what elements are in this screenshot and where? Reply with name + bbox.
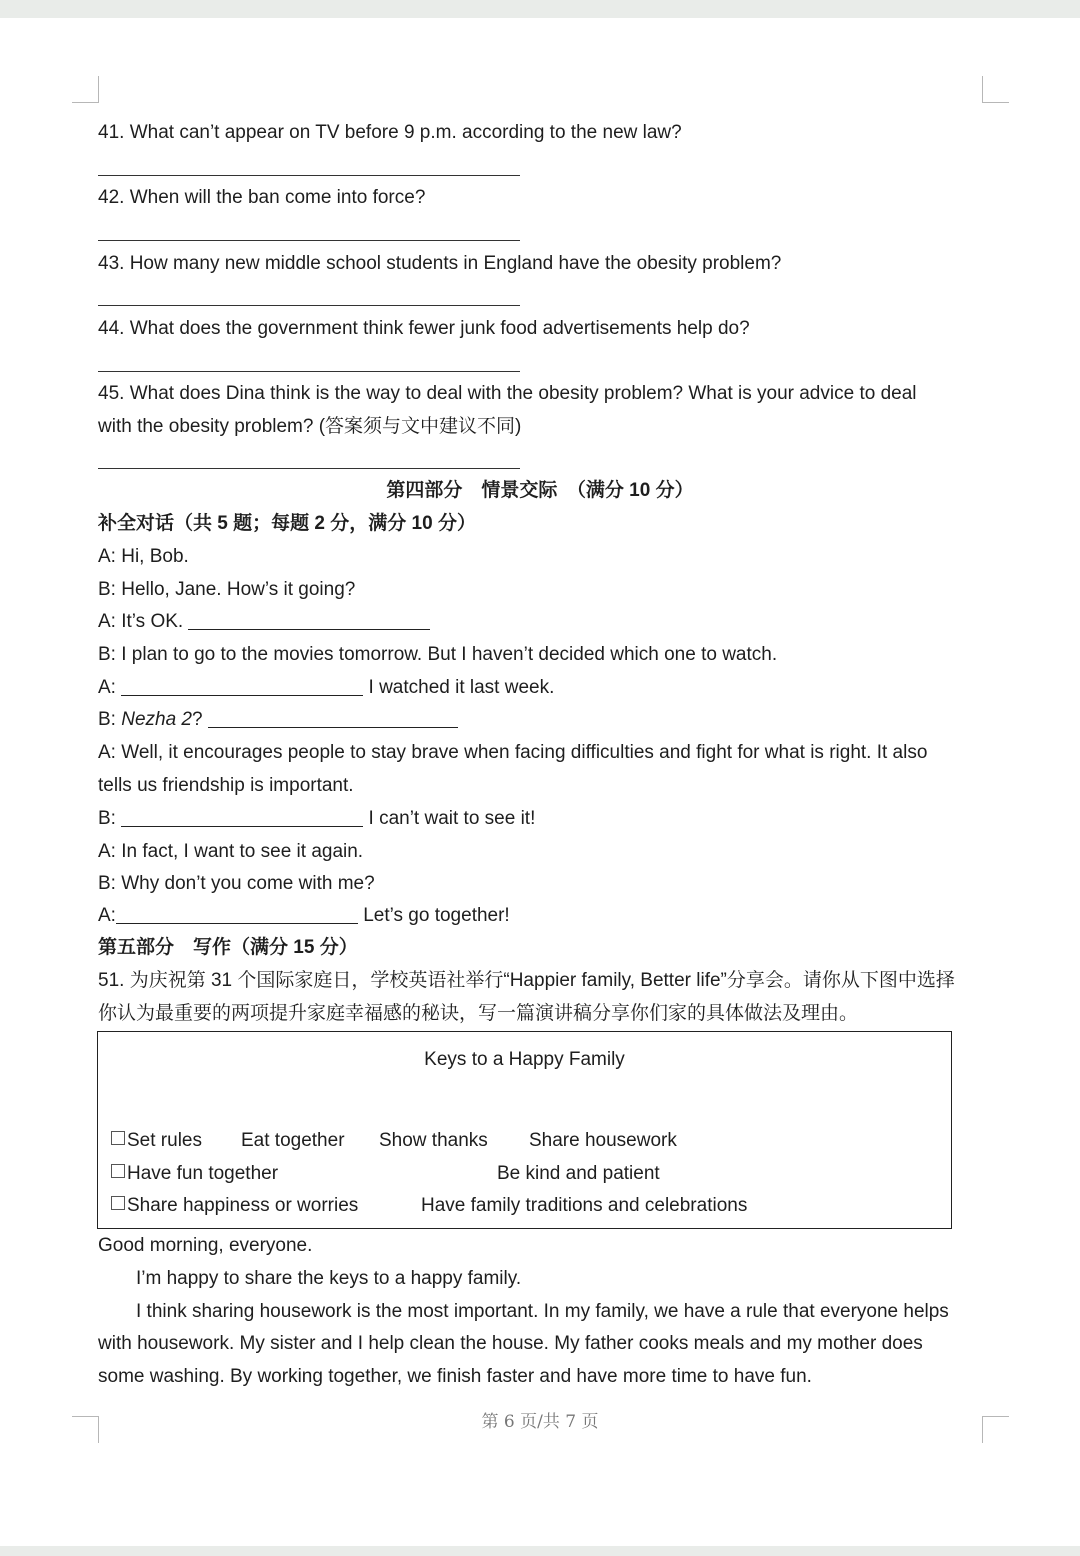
- dialogue-line-9-text: I can’t wait to see it!: [368, 808, 536, 829]
- option-label: Set rules: [127, 1130, 202, 1151]
- dialogue-line-3-text: A: It’s OK.: [98, 611, 184, 632]
- answer-line-42: [98, 240, 520, 241]
- option-share-housework: Share housework: [529, 1130, 677, 1151]
- part-4-heading: 第四部分 情景交际 （满分 10 分）: [386, 480, 694, 501]
- dialogue-line-2: B: Hello, Jane. How’s it going?: [98, 579, 356, 600]
- top-margin-band: [0, 0, 1080, 18]
- dialogue-line-12-text: Let’s go together!: [363, 905, 510, 926]
- blank-50[interactable]: [116, 903, 358, 924]
- speaker-label: A:: [98, 905, 116, 926]
- speaker-label: A:: [98, 677, 116, 698]
- movie-title: Nezha 2: [121, 709, 193, 730]
- blank-47[interactable]: [121, 675, 363, 696]
- dialogue-line-4: B: I plan to go to the movies tomorrow. But I haven’t decided which one to watch.: [98, 644, 778, 665]
- essay-greeting: Good morning, everyone.: [98, 1235, 313, 1256]
- option-label: Share happiness or worries: [127, 1195, 359, 1216]
- keys-box-title: Keys to a Happy Family: [424, 1049, 625, 1070]
- question-42: 42. When will the ban come into force?: [98, 187, 426, 208]
- writing-prompt-line-1: 51. 为庆祝第 31 个国际家庭日，学校英语社举行“Happier family, Better life”分享会。请你从下图中选择: [98, 970, 955, 991]
- checkbox-icon[interactable]: [111, 1164, 125, 1178]
- part-5-heading: 第五部分 写作（满分 15 分）: [98, 937, 358, 958]
- speaker-label: B:: [98, 709, 122, 730]
- blank-49[interactable]: [121, 806, 363, 827]
- answer-line-43: [98, 305, 520, 306]
- crop-mark-top-left: [72, 76, 99, 103]
- option-eat-together: Eat together: [241, 1130, 345, 1151]
- writing-prompt-line-2: 你认为最重要的两项提升家庭幸福感的秘诀，写一篇演讲稿分享你们家的具体做法及理由。: [98, 1003, 859, 1024]
- speaker-label: B:: [98, 808, 116, 829]
- question-45-line-2: with the obesity problem? (答案须与文中建议不同): [98, 416, 522, 437]
- checkbox-icon[interactable]: [111, 1131, 125, 1145]
- dialogue-line-7: A: Well, it encourages people to stay brave when facing difficulties and fight for what is right. It also: [98, 742, 928, 763]
- option-traditions: Have family traditions and celebrations: [421, 1195, 748, 1216]
- option-share-happiness[interactable]: [111, 1193, 358, 1219]
- answer-line-45: [98, 468, 520, 469]
- option-be-kind: Be kind and patient: [497, 1163, 660, 1184]
- checkbox-icon[interactable]: [111, 1196, 125, 1210]
- dialogue-line-5-text: I watched it last week.: [368, 677, 555, 698]
- answer-line-41: [98, 175, 520, 176]
- option-label: Have fun together: [127, 1163, 279, 1184]
- question-45-line-1: 45. What does Dina think is the way to deal with the obesity problem? What is your advice to deal: [98, 383, 917, 404]
- dialogue-line-5: [98, 675, 554, 701]
- essay-paragraph-2-line-2: with housework. My sister and I help clean the house. My father cooks meals and my mother does: [98, 1333, 923, 1354]
- dialogue-line-8: tells us friendship is important.: [98, 775, 354, 796]
- question-44: 44. What does the government think fewer junk food advertisements help do?: [98, 318, 750, 339]
- dialogue-line-1: A: Hi, Bob.: [98, 546, 189, 567]
- blank-46[interactable]: [188, 609, 430, 630]
- question-43: 43. How many new middle school students in England have the obesity problem?: [98, 253, 782, 274]
- dialogue-line-11: B: Why don’t you come with me?: [98, 873, 375, 894]
- option-have-fun[interactable]: [111, 1161, 278, 1187]
- dialogue-line-3: [98, 609, 430, 635]
- option-set-rules[interactable]: [111, 1128, 202, 1154]
- essay-paragraph-2-line-1: I think sharing housework is the most important. In my family, we have a rule that everyone helps: [136, 1301, 949, 1322]
- part-4-subheading: 补全对话（共 5 题；每题 2 分，满分 10 分）: [98, 513, 476, 534]
- option-show-thanks: Show thanks: [379, 1130, 488, 1151]
- dialogue-line-9: [98, 806, 535, 832]
- dialogue-line-6: [98, 707, 458, 733]
- question-mark: ?: [192, 709, 203, 730]
- crop-mark-top-right: [982, 76, 1009, 103]
- dialogue-line-10: A: In fact, I want to see it again.: [98, 841, 364, 862]
- page-number: 第 6 页/共 7 页: [481, 1412, 599, 1432]
- blank-48[interactable]: [208, 707, 458, 728]
- essay-paragraph-1: I’m happy to share the keys to a happy family.: [136, 1268, 522, 1289]
- dialogue-line-12: [98, 903, 510, 929]
- question-41: 41. What can’t appear on TV before 9 p.m. according to the new law?: [98, 122, 682, 143]
- keys-box: [97, 1031, 952, 1229]
- bottom-margin-band: [0, 1546, 1080, 1556]
- essay-paragraph-2-line-3: some washing. By working together, we finish faster and have more time to have fun.: [98, 1366, 812, 1387]
- answer-line-44: [98, 371, 520, 372]
